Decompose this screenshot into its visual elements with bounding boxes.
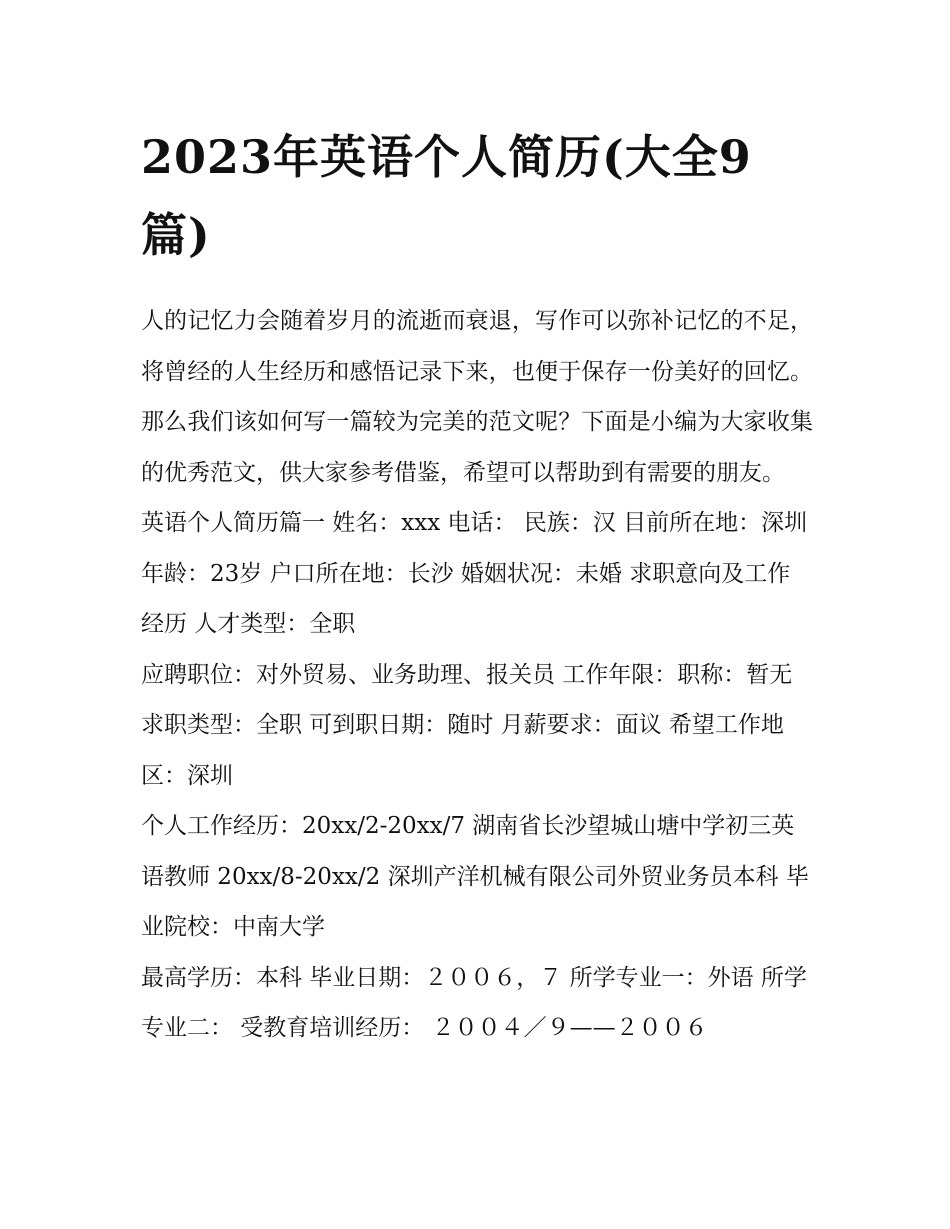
document-page — [141, 118, 813, 1054]
resume-paragraph-2: 应聘职位：对外贸易、业务助理、报关员 工作年限：职称：暂无 求职类型：全职 可到职日期：随时 月薪要求：面议 希望工作地区：深圳 — [141, 661, 793, 789]
resume-paragraph-1: 英语个人简历篇一 姓名：xxx 电话： 民族：汉 目前所在地：深圳 年龄：23岁 户口所在地：长沙 婚姻状况：未婚 求职意向及工作经历 人才类型：全职 — [141, 510, 808, 637]
document-title: 2023年英语个人简历(大全9篇) — [141, 130, 752, 262]
resume-paragraph-3: 个人工作经历：20xx/2-20xx/7 湖南省长沙望城山塘中学初三英语教师 20xx/8-20xx/2 深圳产洋机械有限公司外贸业务员本科 毕业院校：中南大学 — [141, 813, 809, 940]
resume-paragraph-4: 最高学历：本科 毕业日期：２００６，７ 所学专业一：外语 所学专业二： 受教育培训经历： ２００４／９——２００６ — [141, 964, 807, 1041]
intro-paragraph: 人的记忆力会随着岁月的流逝而衰退，写作可以弥补记忆的不足，将曾经的人生经历和感悟记录下来，也便于保存一份美好的回忆。那么我们该如何写一篇较为完美的范文呢？下面是小编为大家收集的优秀范文，供大家参考借鉴，希望可以帮助到有需要的朋友。 — [141, 308, 813, 486]
